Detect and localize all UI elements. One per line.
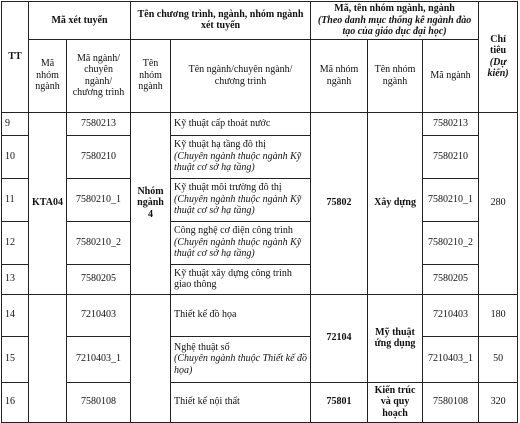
cell-quota-280: 280 xyxy=(479,112,518,294)
cell-ten-label: Thiết kế đồ họa xyxy=(174,309,237,321)
cell-ma: 7580205 xyxy=(67,264,131,294)
header-chi-tieu-title: Chỉ tiêu xyxy=(490,33,507,57)
subheader-ma-nhom-nganh: Mã nhóm ngành xyxy=(29,39,67,112)
cell-ten xyxy=(171,112,311,135)
subheader-ten-nganh-ct: Tên ngành/chuyên ngành/ chương trình xyxy=(171,39,311,112)
cell-tt: 12 xyxy=(2,221,29,264)
cell-ma: 7580210 xyxy=(67,135,131,178)
cell-group-code-75801: 75801 xyxy=(311,382,368,422)
cell-ten-label: Công nghệ cơ điện công trình xyxy=(174,225,293,237)
cell-group-code-72104: 72104 xyxy=(311,294,368,382)
table-row xyxy=(2,294,518,336)
table-row xyxy=(2,135,518,178)
cell-group-code-75802: 75802 xyxy=(311,112,368,294)
cell-ten-note: (Chuyên ngành thuộc ngành Kỹ thuật cơ sở hạ tầng) xyxy=(174,193,302,217)
cell-tt: 13 xyxy=(2,264,29,294)
cell-ma-nganh: 7580108 xyxy=(423,382,479,422)
admissions-table xyxy=(1,1,518,423)
cell-tt: 15 xyxy=(2,336,29,382)
cell-ma: 7580210_1 xyxy=(67,178,131,221)
table-row xyxy=(2,178,518,221)
cell-ten-note: (Chuyên ngành thuộc Thiết kế đồ họa) xyxy=(174,353,308,376)
header-ma-ten-nhom-note: (Theo danh mục thống kê ngành đào tạo của giáo dục đại học) xyxy=(317,14,472,37)
cell-empty-group xyxy=(29,294,67,422)
cell-ten xyxy=(171,221,311,264)
cell-ten xyxy=(171,135,311,178)
header-ma-xet-tuyen: Mã xét tuyển xyxy=(29,2,131,40)
header-tt: TT xyxy=(2,2,29,113)
cell-ma-nganh: 7580210_1 xyxy=(423,178,479,221)
cell-ma-nganh: 7580205 xyxy=(423,264,479,294)
header-ma-ten-nhom xyxy=(311,2,479,40)
cell-nhom-4: Nhóm ngành 4 xyxy=(131,112,171,294)
cell-ma: 7580210_2 xyxy=(67,221,131,264)
cell-ma: 7580213 xyxy=(67,112,131,135)
header-chi-tieu xyxy=(479,2,518,113)
cell-ten-label: Thiết kế nội thất xyxy=(174,396,240,408)
cell-ten xyxy=(171,382,311,422)
cell-group-name-75801: Kiến trúc và quy hoạch xyxy=(368,382,423,422)
table-row xyxy=(2,382,518,422)
cell-kta04: KTA04 xyxy=(29,112,67,294)
subheader-ma-nhom-nganh-2: Mã nhóm ngành xyxy=(311,39,368,112)
table-row xyxy=(2,112,518,135)
cell-ten xyxy=(171,294,311,336)
cell-ten-label: Nghệ thuật số xyxy=(174,341,230,353)
table-row xyxy=(2,221,518,264)
cell-ten xyxy=(171,264,311,294)
cell-ten-label: Kỹ thuật môi trường đô thị xyxy=(174,182,282,194)
cell-tt: 11 xyxy=(2,178,29,221)
cell-ma-nganh: 7580210_2 xyxy=(423,221,479,264)
subheader-ten-nhom-nganh: Tên nhóm ngành xyxy=(131,39,171,112)
cell-quota: 320 xyxy=(479,382,518,422)
cell-group-name-75802: Xây dựng xyxy=(368,112,423,294)
cell-ten xyxy=(171,336,311,382)
subheader-ma-nganh-ct: Mã ngành/ chuyên ngành/ chương trình xyxy=(67,39,131,112)
cell-ma-nganh: 7210403_1 xyxy=(423,336,479,382)
subheader-ma-nganh: Mã ngành xyxy=(423,39,479,112)
cell-tt: 10 xyxy=(2,135,29,178)
cell-group-name-72104: Mỹ thuật ứng dụng xyxy=(368,294,423,382)
cell-ma-nganh: 7580210 xyxy=(423,135,479,178)
cell-ten-note: (Chuyên ngành thuộc ngành Kỹ thuật cơ sở hạ tầng) xyxy=(174,150,302,174)
cell-ten-note: (Chuyên ngành thuộc ngành Kỹ thuật cơ sở hạ tầng) xyxy=(174,236,302,260)
cell-tt: 9 xyxy=(2,112,29,135)
cell-tt: 16 xyxy=(2,382,29,422)
table-row xyxy=(2,336,518,382)
cell-ma: 7580108 xyxy=(67,382,131,422)
cell-ten-label: Kỹ thuật hạ tầng đô thị xyxy=(174,139,266,151)
table-row xyxy=(2,264,518,294)
header-ten-chuong-trinh: Tên chương trình, ngành, nhóm ngành xét tuyển xyxy=(131,2,311,40)
header-ma-ten-nhom-title: Mã, tên nhóm ngành, ngành xyxy=(334,3,455,14)
cell-quota: 180 xyxy=(479,294,518,336)
header-chi-tieu-note: (Dự kiến) xyxy=(487,56,509,80)
cell-ma: 7210403 xyxy=(67,294,131,336)
cell-ten-label: Kỹ thuật cấp thoát nước xyxy=(174,117,271,129)
cell-ma: 7210403_1 xyxy=(67,336,131,382)
cell-empty-nhom xyxy=(131,294,171,422)
subheader-ten-nhom-nganh-2: Tên nhóm ngành xyxy=(368,39,423,112)
cell-ten xyxy=(171,178,311,221)
cell-ten-label: Kỹ thuật xây dựng công trình giao thông xyxy=(174,267,292,290)
cell-ma-nganh: 7210403 xyxy=(423,294,479,336)
cell-ma-nganh: 7580213 xyxy=(423,112,479,135)
cell-quota: 50 xyxy=(479,336,518,382)
cell-tt: 14 xyxy=(2,294,29,336)
